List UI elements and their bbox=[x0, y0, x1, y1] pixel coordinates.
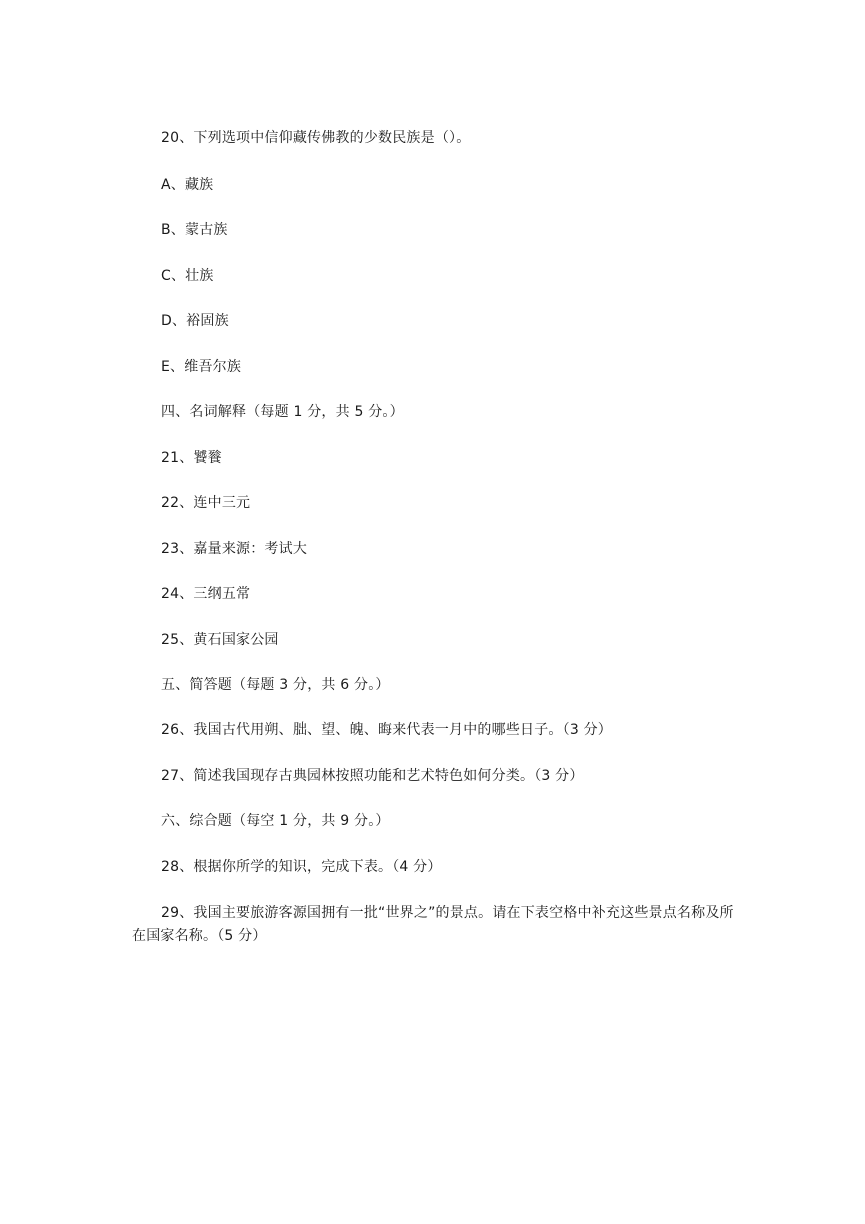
question-27: 27、简述我国现存古典园林按照功能和艺术特色如何分类。（3 分） bbox=[161, 768, 584, 784]
section-6-heading: 六、综合题（每空 1 分，共 9 分。） bbox=[161, 813, 390, 829]
option-a: A、藏族 bbox=[161, 177, 214, 193]
question-24: 24、三纲五常 bbox=[161, 586, 251, 602]
option-e: E、维吾尔族 bbox=[161, 359, 242, 375]
option-d: D、裕固族 bbox=[161, 313, 229, 329]
option-b: B、蒙古族 bbox=[161, 222, 228, 238]
question-21: 21、饕餮 bbox=[161, 450, 222, 466]
section-4-heading: 四、名词解释（每题 1 分，共 5 分。） bbox=[161, 404, 404, 420]
question-22: 22、连中三元 bbox=[161, 495, 251, 511]
question-28: 28、根据你所学的知识，完成下表。（4 分） bbox=[161, 859, 442, 875]
question-26: 26、我国古代用朔、朏、望、魄、晦来代表一月中的哪些日子。（3 分） bbox=[161, 722, 612, 738]
question-29: 29、我国主要旅游客源国拥有一批“世界之”的景点。请在下表空格中补充这些景点名称及所在国家名称。（5 分） bbox=[132, 905, 734, 944]
option-c: C、壮族 bbox=[161, 268, 214, 284]
question-25: 25、黄石国家公园 bbox=[161, 632, 279, 648]
question-20: 20、下列选项中信仰藏传佛教的少数民族是（）。 bbox=[161, 130, 471, 146]
section-5-heading: 五、简答题（每题 3 分，共 6 分。） bbox=[161, 677, 390, 693]
question-23: 23、嘉量来源：考试大 bbox=[161, 541, 308, 557]
